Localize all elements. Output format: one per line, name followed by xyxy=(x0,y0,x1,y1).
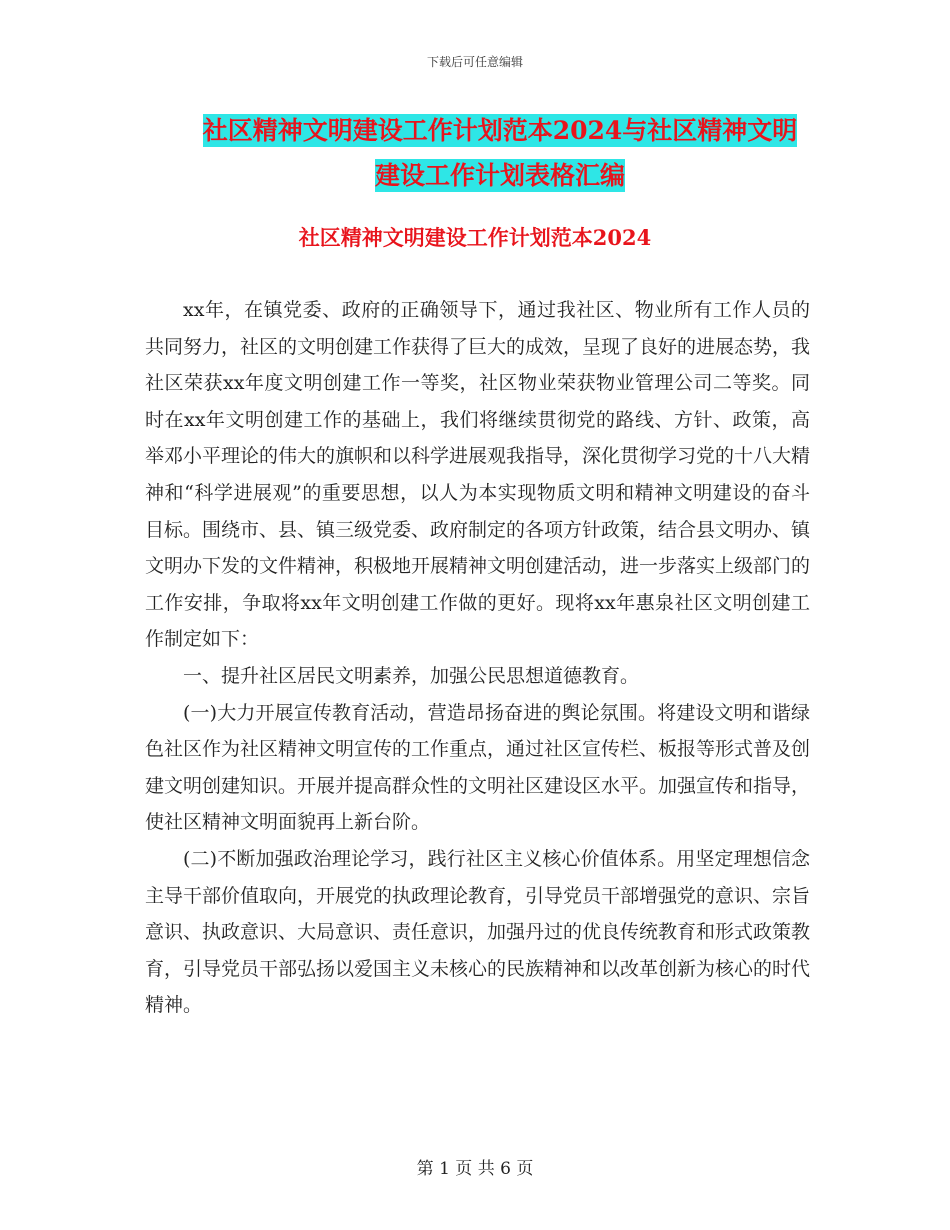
document-title-line-2: 建设工作计划表格汇编 xyxy=(374,161,625,190)
paragraph-item-1: (一)大力开展宣传教育活动，营造昂扬奋进的舆论氛围。将建设文明和谐绿色社区作为社区精神文明宣传的工作重点，通过社区宣传栏、板报等形式普及创建文明创建知识。开展并提高群众性的文明社区建设区水平。加强宣传和指导，使社区精神文明面貌再上新台阶。 xyxy=(145,701,811,834)
header-note: 下载后可任意编辑 xyxy=(426,55,523,69)
paragraph-item-2: (二)不断加强政治理论学习，践行社区主义核心价值体系。用坚定理想信念主导干部价值取向，开展党的执政理论教育，引导党员干部增强党的意识、宗旨意识、执政意识、大局意识、责任意识，加强丹过的优良传统教育和形式政策教育，引导党员干部弘扬以爱国主义未核心的民族精神和以改革创新为核心的时代精神。 xyxy=(145,847,811,1017)
document-title xyxy=(140,108,860,198)
page-number-footer: 第 1 页 共 6 页 xyxy=(416,1159,534,1179)
paragraph-heading-1: 一、提升社区居民文明素养，加强公民思想道德教育。 xyxy=(183,664,640,687)
section-title: 社区精神文明建设工作计划范本2024 xyxy=(298,225,652,250)
document-body xyxy=(145,292,810,1024)
document-title-line-1: 社区精神文明建设工作计划范本2024与社区精神文明 xyxy=(202,116,798,145)
paragraph-intro: xx年，在镇党委、政府的正确领导下，通过我社区、物业所有工作人员的共同努力，社区的文明创建工作获得了巨大的成效，呈现了良好的进展态势，我社区荣获xx年度文明创建工作一等奖，社区物业荣获物业管理公司二等奖。同时在xx年文明创建工作的基础上，我们将继续贯彻党的路线、方针、政策，高举邓小平理论的伟大的旗帜和以科学进展观我指导，深化贯彻学习党的十八大精神和“科学进展观”的重要思想，以人为本实现物质文明和精神文明建设的奋斗目标。围绕市、县、镇三级党委、政府制定的各项方针政策，结合县文明办、镇文明办下发的文件精神，积极地开展精神文明创建活动，进一步落实上级部门的工作安排，争取将xx年文明创建工作做的更好。现将xx年惠泉社区文明创建工作制定如下： xyxy=(145,299,811,651)
